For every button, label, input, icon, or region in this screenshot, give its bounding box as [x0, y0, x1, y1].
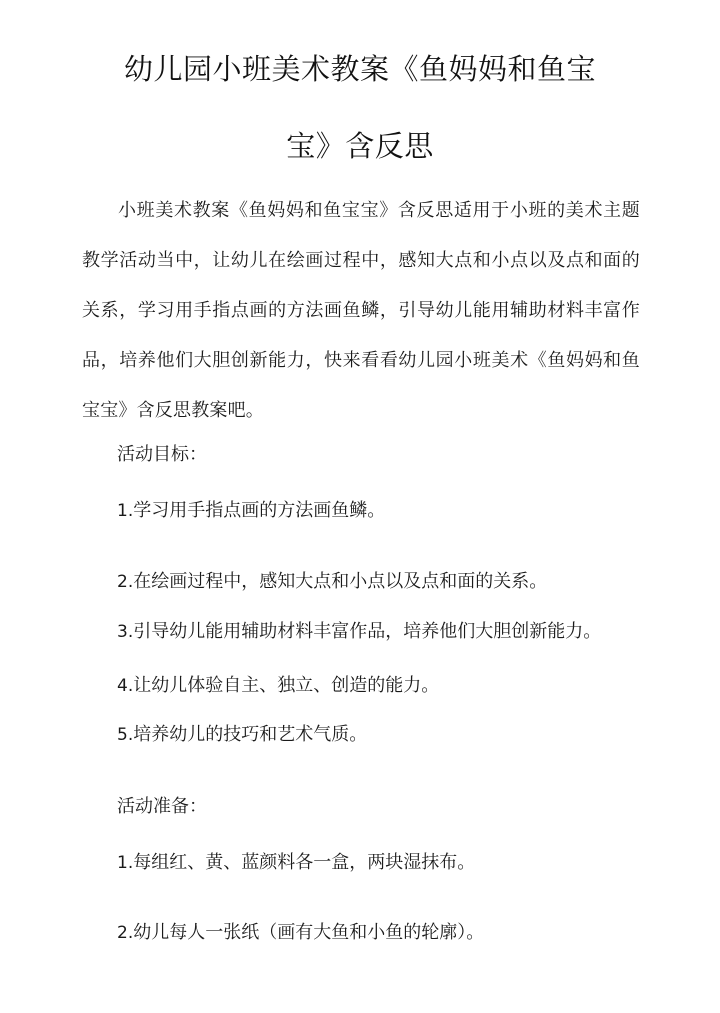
goal-text: 引导幼儿能用辅助材料丰富作品，培养他们大胆创新能力。 [133, 621, 602, 642]
document-title-line-1: 幼儿园小班美术教案《鱼妈妈和鱼宝 [123, 52, 596, 86]
goal-item-3 [117, 617, 601, 643]
goal-text: 培养幼儿的技巧和艺术气质。 [133, 724, 368, 745]
goal-number: 2. [117, 572, 134, 592]
prep-number: 1. [117, 853, 134, 873]
prep-item-2 [117, 918, 484, 944]
goal-number: 5. [117, 725, 134, 745]
goal-text: 让幼儿体验自主、独立、创造的能力。 [133, 675, 440, 696]
prep-item-1 [117, 848, 475, 874]
document-title-line-2: 宝》含反思 [286, 129, 434, 163]
prep-number: 2. [117, 923, 134, 943]
goal-item-4 [117, 671, 439, 697]
goal-number: 4. [117, 676, 134, 696]
prep-text: 幼儿每人一张纸（画有大鱼和小鱼的轮廓）。 [133, 922, 485, 943]
goal-item-1 [117, 496, 385, 522]
goals-heading: 活动目标： [117, 444, 207, 465]
prep-text: 每组红、黄、蓝颜料各一盒，两块湿抹布。 [133, 852, 476, 873]
goal-number: 1. [117, 501, 134, 521]
intro-paragraph: 小班美术教案《鱼妈妈和鱼宝宝》含反思适用于小班的美术主题教学活动当中，让幼儿在绘画过程中，感知大点和小点以及点和面的关系，学习用手指点画的方法画鱼鳞，引导幼儿能用辅助材料丰富作品，培养他们大胆创新能力，快来看看幼儿园小班美术《鱼妈妈和鱼宝宝》含反思教案吧。 [82, 200, 640, 421]
goal-item-2 [117, 567, 547, 593]
goal-text: 在绘画过程中，感知大点和小点以及点和面的关系。 [133, 571, 548, 592]
prep-heading: 活动准备： [117, 796, 207, 817]
goal-item-5 [117, 720, 367, 746]
goal-text: 学习用手指点画的方法画鱼鳞。 [133, 500, 386, 521]
goal-number: 3. [117, 622, 134, 642]
